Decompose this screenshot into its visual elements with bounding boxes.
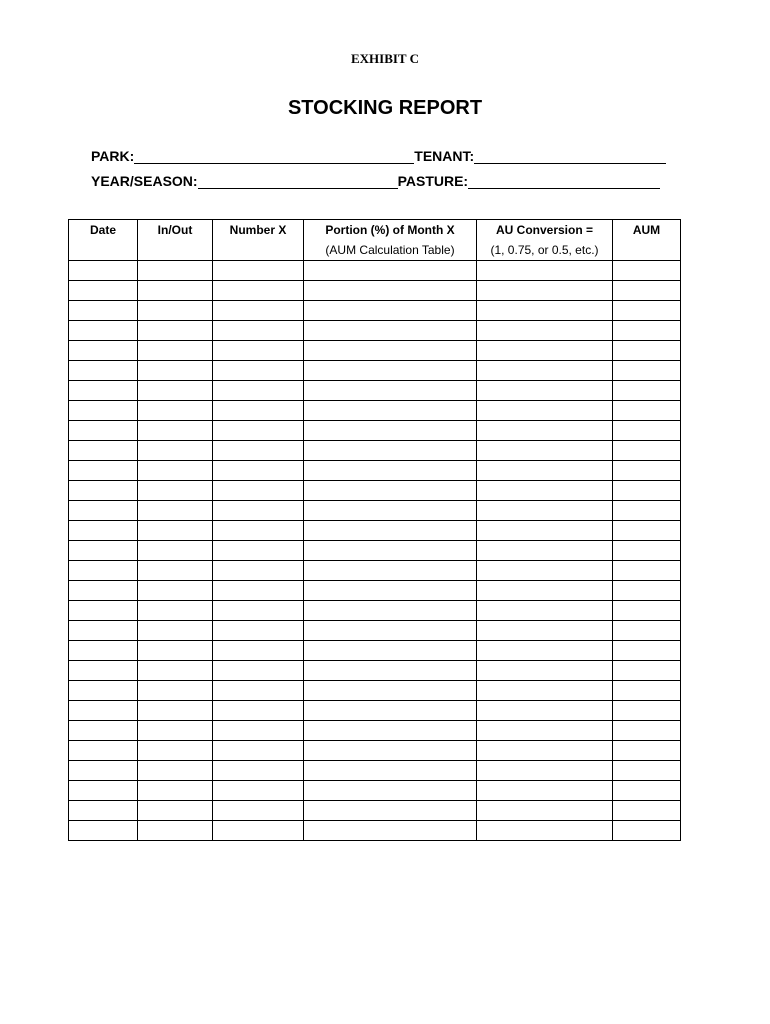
table-cell[interactable] <box>477 281 613 301</box>
table-cell[interactable] <box>69 261 138 281</box>
table-row <box>69 801 681 821</box>
table-cell[interactable] <box>477 501 613 521</box>
table-cell[interactable] <box>304 301 477 321</box>
table-cell[interactable] <box>213 281 304 301</box>
table-cell[interactable] <box>69 441 138 461</box>
table-cell[interactable] <box>213 261 304 281</box>
table-cell[interactable] <box>138 501 213 521</box>
table-cell[interactable] <box>304 461 477 481</box>
year-season-label: YEAR/SEASON: <box>91 173 198 189</box>
table-cell[interactable] <box>477 581 613 601</box>
table-cell[interactable] <box>304 441 477 461</box>
table-cell[interactable] <box>213 341 304 361</box>
table-cell[interactable] <box>304 481 477 501</box>
column-header-in-out <box>138 220 213 261</box>
table-cell[interactable] <box>213 661 304 681</box>
table-cell[interactable] <box>213 741 304 761</box>
table-cell[interactable] <box>69 801 138 821</box>
table-cell[interactable] <box>613 401 681 421</box>
table-cell[interactable] <box>138 801 213 821</box>
table-cell[interactable] <box>613 581 681 601</box>
table-cell[interactable] <box>213 541 304 561</box>
table-cell[interactable] <box>69 581 138 601</box>
pasture-label: PASTURE: <box>397 173 469 189</box>
table-row <box>69 601 681 621</box>
table-cell[interactable] <box>213 781 304 801</box>
table-cell[interactable] <box>138 821 213 841</box>
table-cell[interactable] <box>613 661 681 681</box>
table-header-row <box>69 220 681 261</box>
table-cell[interactable] <box>304 821 477 841</box>
table-cell[interactable] <box>477 781 613 801</box>
table-row <box>69 641 681 661</box>
table-row <box>69 561 681 581</box>
park-tenant-row <box>91 146 666 164</box>
table-cell[interactable] <box>138 641 213 661</box>
table-cell[interactable] <box>477 321 613 341</box>
table-cell[interactable] <box>69 361 138 381</box>
table-row <box>69 621 681 641</box>
table-cell[interactable] <box>304 701 477 721</box>
table-cell[interactable] <box>477 521 613 541</box>
table-cell[interactable] <box>477 421 613 441</box>
table-cell[interactable] <box>69 541 138 561</box>
table-cell[interactable] <box>477 381 613 401</box>
column-header-aum <box>613 220 681 261</box>
table-cell[interactable] <box>138 421 213 441</box>
table-cell[interactable] <box>213 381 304 401</box>
table-cell[interactable] <box>613 781 681 801</box>
table-cell[interactable] <box>69 601 138 621</box>
table-cell[interactable] <box>213 441 304 461</box>
table-row <box>69 541 681 561</box>
table-cell[interactable] <box>138 361 213 381</box>
park-field[interactable] <box>134 149 414 164</box>
table-cell[interactable] <box>138 321 213 341</box>
table-cell[interactable] <box>613 601 681 621</box>
table-cell[interactable] <box>213 321 304 341</box>
table-row <box>69 341 681 361</box>
table-cell[interactable] <box>69 561 138 581</box>
table-cell[interactable] <box>138 601 213 621</box>
table-row <box>69 661 681 681</box>
table-cell[interactable] <box>213 601 304 621</box>
table-cell[interactable] <box>213 821 304 841</box>
table-cell[interactable] <box>69 661 138 681</box>
table-cell[interactable] <box>138 481 213 501</box>
table-cell[interactable] <box>304 561 477 581</box>
table-cell[interactable] <box>69 421 138 441</box>
table-cell[interactable] <box>477 401 613 421</box>
table-cell[interactable] <box>304 681 477 701</box>
table-cell[interactable] <box>213 681 304 701</box>
table-cell[interactable] <box>213 581 304 601</box>
table-cell[interactable] <box>69 381 138 401</box>
table-row <box>69 461 681 481</box>
table-cell[interactable] <box>69 401 138 421</box>
table-cell[interactable] <box>304 761 477 781</box>
pasture-field[interactable] <box>468 174 660 189</box>
table-cell[interactable] <box>304 261 477 281</box>
table-cell[interactable] <box>477 361 613 381</box>
table-cell[interactable] <box>138 341 213 361</box>
table-cell[interactable] <box>477 801 613 821</box>
table-cell[interactable] <box>138 541 213 561</box>
column-header-au-conversion <box>477 220 613 261</box>
table-cell[interactable] <box>138 301 213 321</box>
table-cell[interactable] <box>477 641 613 661</box>
table-cell[interactable] <box>69 501 138 521</box>
table-cell[interactable] <box>304 381 477 401</box>
table-cell[interactable] <box>213 801 304 821</box>
page-title: STOCKING REPORT <box>287 97 483 119</box>
table-cell[interactable] <box>613 741 681 761</box>
column-header-sublabel: (AUM Calculation Table) <box>325 243 455 257</box>
table-cell[interactable] <box>613 561 681 581</box>
table-cell[interactable] <box>477 341 613 361</box>
table-cell[interactable] <box>477 741 613 761</box>
table-cell[interactable] <box>304 281 477 301</box>
table-cell[interactable] <box>138 581 213 601</box>
table-row <box>69 361 681 381</box>
table-cell[interactable] <box>138 741 213 761</box>
table-row <box>69 441 681 461</box>
table-row <box>69 681 681 701</box>
table-row <box>69 781 681 801</box>
table-row <box>69 741 681 761</box>
table-row <box>69 321 681 341</box>
table-cell[interactable] <box>69 321 138 341</box>
table-cell[interactable] <box>304 501 477 521</box>
table-cell[interactable] <box>613 621 681 641</box>
table-cell[interactable] <box>304 621 477 641</box>
table-cell[interactable] <box>477 701 613 721</box>
table-cell[interactable] <box>613 521 681 541</box>
table-row <box>69 421 681 441</box>
table-cell[interactable] <box>304 741 477 761</box>
table-cell[interactable] <box>213 361 304 381</box>
table-cell[interactable] <box>477 621 613 641</box>
table-cell[interactable] <box>69 761 138 781</box>
table-cell[interactable] <box>138 281 213 301</box>
table-cell[interactable] <box>613 361 681 381</box>
table-cell[interactable] <box>69 341 138 361</box>
year-pasture-row <box>91 171 660 189</box>
table-cell[interactable] <box>613 421 681 441</box>
table-cell[interactable] <box>477 601 613 621</box>
column-header-label: In/Out <box>157 223 193 237</box>
table-row <box>69 301 681 321</box>
exhibit-label: EXHIBIT C <box>350 51 420 66</box>
table-cell[interactable] <box>613 261 681 281</box>
table-cell[interactable] <box>613 301 681 321</box>
table-cell[interactable] <box>138 661 213 681</box>
table-row <box>69 581 681 601</box>
table-cell[interactable] <box>613 641 681 661</box>
table-row <box>69 521 681 541</box>
table-cell[interactable] <box>69 301 138 321</box>
table-cell[interactable] <box>69 621 138 641</box>
table-body <box>69 261 681 841</box>
table-row <box>69 381 681 401</box>
column-header-number <box>213 220 304 261</box>
table-cell[interactable] <box>69 781 138 801</box>
table-cell[interactable] <box>613 341 681 361</box>
table-cell[interactable] <box>69 281 138 301</box>
table-cell[interactable] <box>138 261 213 281</box>
table-cell[interactable] <box>69 461 138 481</box>
table-cell[interactable] <box>69 701 138 721</box>
table-cell[interactable] <box>304 521 477 541</box>
table-cell[interactable] <box>138 681 213 701</box>
table-row <box>69 721 681 741</box>
column-header-portion <box>304 220 477 261</box>
table-cell[interactable] <box>213 461 304 481</box>
table-cell[interactable] <box>69 741 138 761</box>
table-cell[interactable] <box>477 461 613 481</box>
table-cell[interactable] <box>477 561 613 581</box>
table-cell[interactable] <box>304 781 477 801</box>
column-header-label: AUM <box>632 223 661 237</box>
table-row <box>69 761 681 781</box>
table-cell[interactable] <box>304 541 477 561</box>
table-cell[interactable] <box>304 421 477 441</box>
table-cell[interactable] <box>304 341 477 361</box>
column-header-date <box>69 220 138 261</box>
table-cell[interactable] <box>138 721 213 741</box>
table-cell[interactable] <box>477 441 613 461</box>
table-cell[interactable] <box>138 761 213 781</box>
table-cell[interactable] <box>213 561 304 581</box>
table-cell[interactable] <box>613 801 681 821</box>
table-cell[interactable] <box>613 461 681 481</box>
table-cell[interactable] <box>138 461 213 481</box>
table-row <box>69 821 681 841</box>
table-cell[interactable] <box>213 641 304 661</box>
table-cell[interactable] <box>213 721 304 741</box>
table-cell[interactable] <box>213 401 304 421</box>
table-cell[interactable] <box>477 301 613 321</box>
table-row <box>69 401 681 421</box>
table-cell[interactable] <box>304 321 477 341</box>
tenant-label: TENANT: <box>414 148 475 164</box>
column-header-label: Number X <box>229 223 287 237</box>
column-header-label: Date <box>89 223 116 237</box>
table-cell[interactable] <box>477 661 613 681</box>
table-cell[interactable] <box>213 421 304 441</box>
table-row <box>69 481 681 501</box>
table-cell[interactable] <box>613 701 681 721</box>
table-cell[interactable] <box>138 781 213 801</box>
table-cell[interactable] <box>304 661 477 681</box>
table-cell[interactable] <box>613 281 681 301</box>
table-cell[interactable] <box>69 641 138 661</box>
table-row <box>69 701 681 721</box>
table-cell[interactable] <box>477 721 613 741</box>
column-header-label: AU Conversion = <box>495 223 594 237</box>
table-cell[interactable] <box>613 441 681 461</box>
table-cell[interactable] <box>69 721 138 741</box>
table-cell[interactable] <box>138 441 213 461</box>
table-cell[interactable] <box>213 301 304 321</box>
table-cell[interactable] <box>477 821 613 841</box>
table-cell[interactable] <box>138 561 213 581</box>
table-cell[interactable] <box>213 481 304 501</box>
table-row <box>69 281 681 301</box>
table-cell[interactable] <box>304 401 477 421</box>
table-cell[interactable] <box>69 681 138 701</box>
table-cell[interactable] <box>477 541 613 561</box>
table-cell[interactable] <box>304 601 477 621</box>
table-cell[interactable] <box>69 481 138 501</box>
table-cell[interactable] <box>304 721 477 741</box>
table-cell[interactable] <box>138 401 213 421</box>
table-cell[interactable] <box>69 521 138 541</box>
table-cell[interactable] <box>613 481 681 501</box>
table-cell[interactable] <box>477 261 613 281</box>
park-label: PARK: <box>91 148 135 164</box>
table-cell[interactable] <box>613 321 681 341</box>
table-row <box>69 261 681 281</box>
table-cell[interactable] <box>213 701 304 721</box>
table-cell[interactable] <box>138 621 213 641</box>
table-cell[interactable] <box>138 701 213 721</box>
column-header-label: Portion (%) of Month X <box>325 223 455 237</box>
table-cell[interactable] <box>613 761 681 781</box>
table-cell[interactable] <box>613 381 681 401</box>
column-header-sublabel: (1, 0.75, or 0.5, etc.) <box>490 243 599 257</box>
table-cell[interactable] <box>304 801 477 821</box>
stocking-table <box>68 219 681 841</box>
tenant-field[interactable] <box>474 149 666 164</box>
table-cell[interactable] <box>613 501 681 521</box>
table-cell[interactable] <box>304 641 477 661</box>
table-cell[interactable] <box>613 821 681 841</box>
table-cell[interactable] <box>477 761 613 781</box>
table-row <box>69 501 681 521</box>
table-cell[interactable] <box>304 361 477 381</box>
table-cell[interactable] <box>69 821 138 841</box>
table-cell[interactable] <box>213 761 304 781</box>
table-cell[interactable] <box>138 381 213 401</box>
table-cell[interactable] <box>213 521 304 541</box>
table-cell[interactable] <box>213 501 304 521</box>
table-cell[interactable] <box>213 621 304 641</box>
table-cell[interactable] <box>613 721 681 741</box>
table-cell[interactable] <box>477 681 613 701</box>
table-cell[interactable] <box>613 681 681 701</box>
table-cell[interactable] <box>477 481 613 501</box>
table-cell[interactable] <box>613 541 681 561</box>
table-cell[interactable] <box>304 581 477 601</box>
year-season-field[interactable] <box>198 174 398 189</box>
table-cell[interactable] <box>138 521 213 541</box>
